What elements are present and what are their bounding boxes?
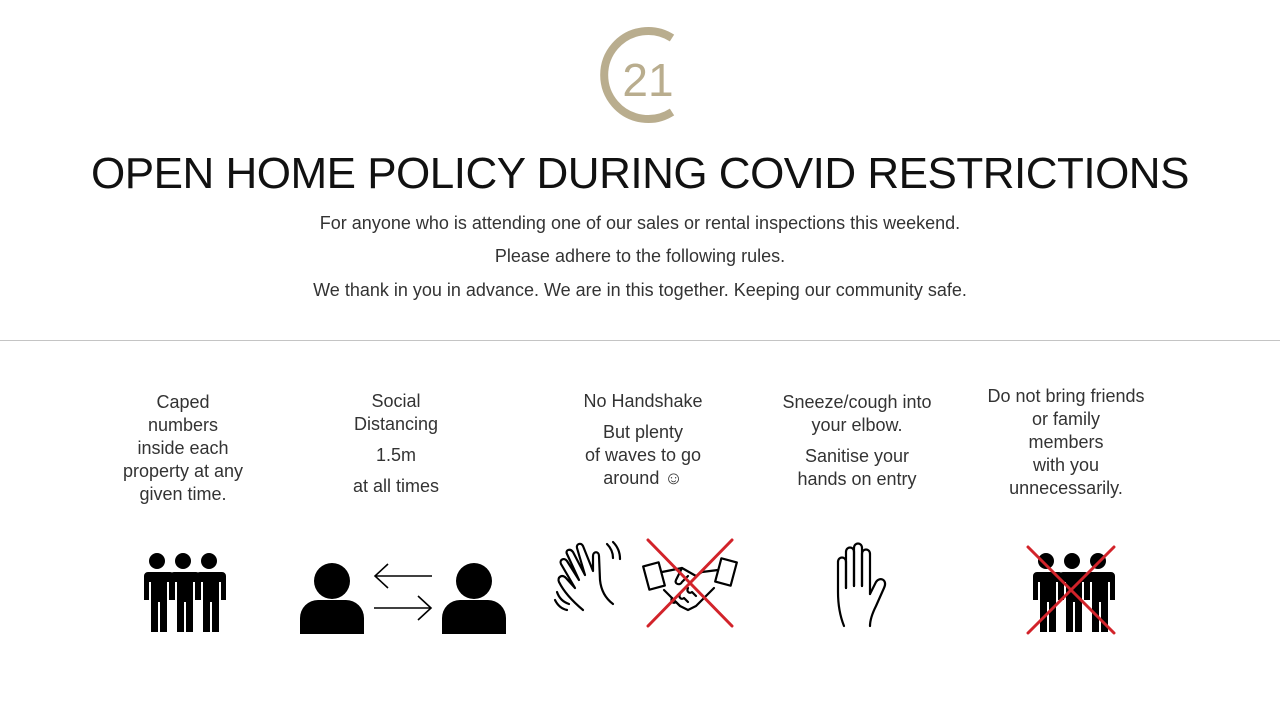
rule-social-distancing	[306, 390, 486, 498]
crossed-group-icon	[1024, 545, 1120, 637]
logo-number: 21	[622, 54, 674, 106]
crossed-handshake-icon	[642, 538, 738, 630]
section-divider	[0, 340, 1280, 341]
century21-logo	[592, 20, 684, 130]
rule-text: Social Distancing	[353, 391, 439, 434]
waving-hand-icon	[553, 538, 628, 618]
rule-text: Sneeze/cough into your elbow.	[782, 392, 932, 435]
rule-text: 1.5m	[375, 445, 417, 465]
page-title: OPEN HOME POLICY DURING COVID RESTRICTIONS	[91, 149, 1189, 198]
rule-text: at all times	[352, 476, 440, 496]
c21-logo-mark	[592, 20, 684, 130]
intro-line-2: Please adhere to the following rules.	[494, 246, 786, 266]
rule-sneeze-elbow	[762, 391, 952, 491]
rule-text: Caped numbers inside each property at any given time.	[122, 392, 244, 504]
rule-text: Sanitise your hands on entry	[797, 446, 917, 489]
rule-capped-numbers	[98, 391, 268, 506]
intro-line-3: We thank in you in advance. We are in this together. Keeping our community safe.	[313, 280, 967, 300]
group-of-people-icon	[136, 550, 230, 634]
intro-line-1: For anyone who is attending one of our sales or rental inspections this weekend.	[319, 213, 961, 233]
rule-no-friends	[966, 385, 1166, 500]
raised-hand-icon	[830, 542, 900, 632]
rule-text: But plenty of waves to go around ☺	[584, 422, 702, 488]
social-distancing-icon	[298, 558, 508, 634]
rule-text: No Handshake	[583, 391, 703, 411]
rule-text: Do not bring friends or family members with you unnecessarily.	[987, 386, 1145, 498]
rule-no-handshake	[548, 390, 738, 490]
